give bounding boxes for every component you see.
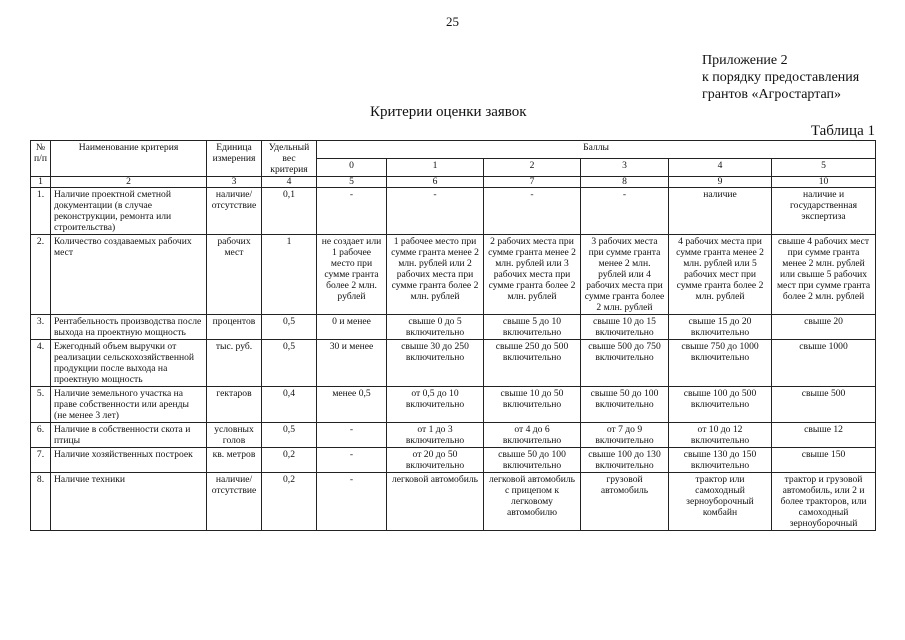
column-index: 3 [207, 177, 262, 188]
score-4-cell: свыше 15 до 20 включительно [669, 315, 772, 340]
appendix-line: грантов «Агростартап» [702, 87, 842, 102]
score-5-cell: свыше 150 [772, 448, 876, 473]
row-number: 8. [31, 473, 51, 531]
score-5-cell: свыше 12 [772, 423, 876, 448]
score-4-cell: трактор или самоходный зерноуборочный комбайн [669, 473, 772, 531]
score-5-cell: свыше 500 [772, 387, 876, 423]
score-1-cell: от 20 до 50 включительно [387, 448, 484, 473]
row-number: 6. [31, 423, 51, 448]
appendix-note [702, 52, 859, 103]
header-num: № п/п [31, 141, 51, 177]
table-body [31, 188, 876, 531]
score-3-cell: грузовой автомобиль [581, 473, 669, 531]
criterion-name: Наличие земельного участка на праве собственности или аренды (не менее 3 лет) [51, 387, 207, 423]
score-5-cell: свыше 1000 [772, 340, 876, 387]
score-3-cell: свыше 50 до 100 включительно [581, 387, 669, 423]
column-index: 10 [772, 177, 876, 188]
table-row [31, 423, 876, 448]
table-row [31, 315, 876, 340]
score-4-cell: от 10 до 12 включительно [669, 423, 772, 448]
score-0-cell: - [317, 188, 387, 235]
score-3-cell: свыше 10 до 15 включительно [581, 315, 669, 340]
column-index: 1 [31, 177, 51, 188]
header-score-4: 4 [669, 159, 772, 177]
header-score-1: 1 [387, 159, 484, 177]
score-0-cell: - [317, 448, 387, 473]
unit-of-measure: гектаров [207, 387, 262, 423]
score-2-cell: от 4 до 6 включительно [484, 423, 581, 448]
column-index: 8 [581, 177, 669, 188]
row-number: 2. [31, 235, 51, 315]
score-5-cell: свыше 20 [772, 315, 876, 340]
criterion-name: Рентабельность производства после выхода на проектную мощность [51, 315, 207, 340]
row-number: 7. [31, 448, 51, 473]
column-index: 7 [484, 177, 581, 188]
score-4-cell: свыше 130 до 150 включительно [669, 448, 772, 473]
score-0-cell: 0 и менее [317, 315, 387, 340]
table-row [31, 340, 876, 387]
criterion-name: Наличие проектной сметной документации (в случае реконструкции, ремонта или строительства) [51, 188, 207, 235]
score-2-cell: 2 рабочих места при сумме гранта менее 2 млн. рублей или 3 рабочих места при сумме гранта более 2 млн. рублей [484, 235, 581, 315]
table-row [31, 473, 876, 531]
header-unit: Единица измерения [207, 141, 262, 177]
column-index: 6 [387, 177, 484, 188]
table-row [31, 448, 876, 473]
score-5-cell: наличие и государственная экспертиза [772, 188, 876, 235]
row-number: 1. [31, 188, 51, 235]
score-3-cell: свыше 500 до 750 включительно [581, 340, 669, 387]
header-scores: Баллы [317, 141, 876, 159]
score-5-cell: свыше 4 рабочих мест при сумме гранта менее 2 млн. рублей или свыше 5 рабочих мест при сумме гранта более 2 млн. рублей [772, 235, 876, 315]
header-score-0: 0 [317, 159, 387, 177]
criterion-weight: 0,2 [262, 448, 317, 473]
criterion-weight: 0,2 [262, 473, 317, 531]
row-number: 5. [31, 387, 51, 423]
criterion-weight: 0,5 [262, 340, 317, 387]
column-index: 2 [51, 177, 207, 188]
table-row [31, 188, 876, 235]
score-0-cell: 30 и менее [317, 340, 387, 387]
column-index-row [31, 177, 876, 188]
score-4-cell: свыше 100 до 500 включительно [669, 387, 772, 423]
criterion-name: Количество создаваемых рабочих мест [51, 235, 207, 315]
score-2-cell: свыше 50 до 100 включительно [484, 448, 581, 473]
score-3-cell: - [581, 188, 669, 235]
row-number: 3. [31, 315, 51, 340]
criterion-weight: 0,5 [262, 315, 317, 340]
header-criterion: Наименование критерия [51, 141, 207, 177]
unit-of-measure: наличие/ отсутствие [207, 473, 262, 531]
criterion-weight: 0,5 [262, 423, 317, 448]
unit-of-measure: рабочих мест [207, 235, 262, 315]
score-3-cell: свыше 100 до 130 включительно [581, 448, 669, 473]
header-score-3: 3 [581, 159, 669, 177]
score-4-cell: 4 рабочих места при сумме гранта менее 2 млн. рублей или 5 рабочих мест при сумме гранта более 2 млн. рублей [669, 235, 772, 315]
score-0-cell: менее 0,5 [317, 387, 387, 423]
unit-of-measure: условных голов [207, 423, 262, 448]
score-2-cell: легковой автомобиль с прицепом к легковому автомобилю [484, 473, 581, 531]
column-index: 5 [317, 177, 387, 188]
score-3-cell: от 7 до 9 включительно [581, 423, 669, 448]
header-score-5: 5 [772, 159, 876, 177]
criterion-name: Наличие хозяйственных построек [51, 448, 207, 473]
score-2-cell: свыше 10 до 50 включительно [484, 387, 581, 423]
score-0-cell: - [317, 473, 387, 531]
appendix-line: Приложение 2 [702, 53, 788, 68]
criterion-weight: 0,4 [262, 387, 317, 423]
score-0-cell: - [317, 423, 387, 448]
table-row [31, 387, 876, 423]
score-1-cell: свыше 30 до 250 включительно [387, 340, 484, 387]
criterion-name: Наличие в собственности скота и птицы [51, 423, 207, 448]
unit-of-measure: кв. метров [207, 448, 262, 473]
column-index: 9 [669, 177, 772, 188]
score-5-cell: трактор и грузовой автомобиль, или 2 и более тракторов, или самоходный зерноуборочный [772, 473, 876, 531]
appendix-line: к порядку предоставления [702, 70, 860, 85]
unit-of-measure: тыс. руб. [207, 340, 262, 387]
criterion-name: Ежегодный объем выручки от реализации сельскохозяйственной продукции после выхода на проектную мощность [51, 340, 207, 387]
table-label: Таблица 1 [810, 123, 875, 139]
criterion-name: Наличие техники [51, 473, 207, 531]
score-1-cell: 1 рабочее место при сумме гранта менее 2 млн. рублей или 2 рабочих места при сумме гранта более 2 млн. рублей [387, 235, 484, 315]
score-4-cell: свыше 750 до 1000 включительно [669, 340, 772, 387]
score-1-cell: свыше 0 до 5 включительно [387, 315, 484, 340]
score-0-cell: не создает или 1 рабочее место при сумме гранта более 2 млн. рублей [317, 235, 387, 315]
document-title: Критерии оценки заявок [370, 104, 527, 120]
header-weight: Удельный вес критерия [262, 141, 317, 177]
score-2-cell: свыше 250 до 500 включительно [484, 340, 581, 387]
score-1-cell: легковой автомобиль [387, 473, 484, 531]
score-2-cell: свыше 5 до 10 включительно [484, 315, 581, 340]
header-score-2: 2 [484, 159, 581, 177]
row-number: 4. [31, 340, 51, 387]
table-row [31, 235, 876, 315]
score-1-cell: от 1 до 3 включительно [387, 423, 484, 448]
criterion-weight: 1 [262, 235, 317, 315]
unit-of-measure: процентов [207, 315, 262, 340]
header-row [31, 141, 876, 159]
score-1-cell: - [387, 188, 484, 235]
criterion-weight: 0,1 [262, 188, 317, 235]
column-index: 4 [262, 177, 317, 188]
score-4-cell: наличие [669, 188, 772, 235]
page-number: 25 [446, 14, 459, 29]
score-3-cell: 3 рабочих места при сумме гранта менее 2 млн. рублей или 4 рабочих места при сумме гранта более 2 млн. рублей [581, 235, 669, 315]
score-2-cell: - [484, 188, 581, 235]
criteria-table [30, 140, 876, 531]
score-1-cell: от 0,5 до 10 включительно [387, 387, 484, 423]
unit-of-measure: наличие/ отсутствие [207, 188, 262, 235]
